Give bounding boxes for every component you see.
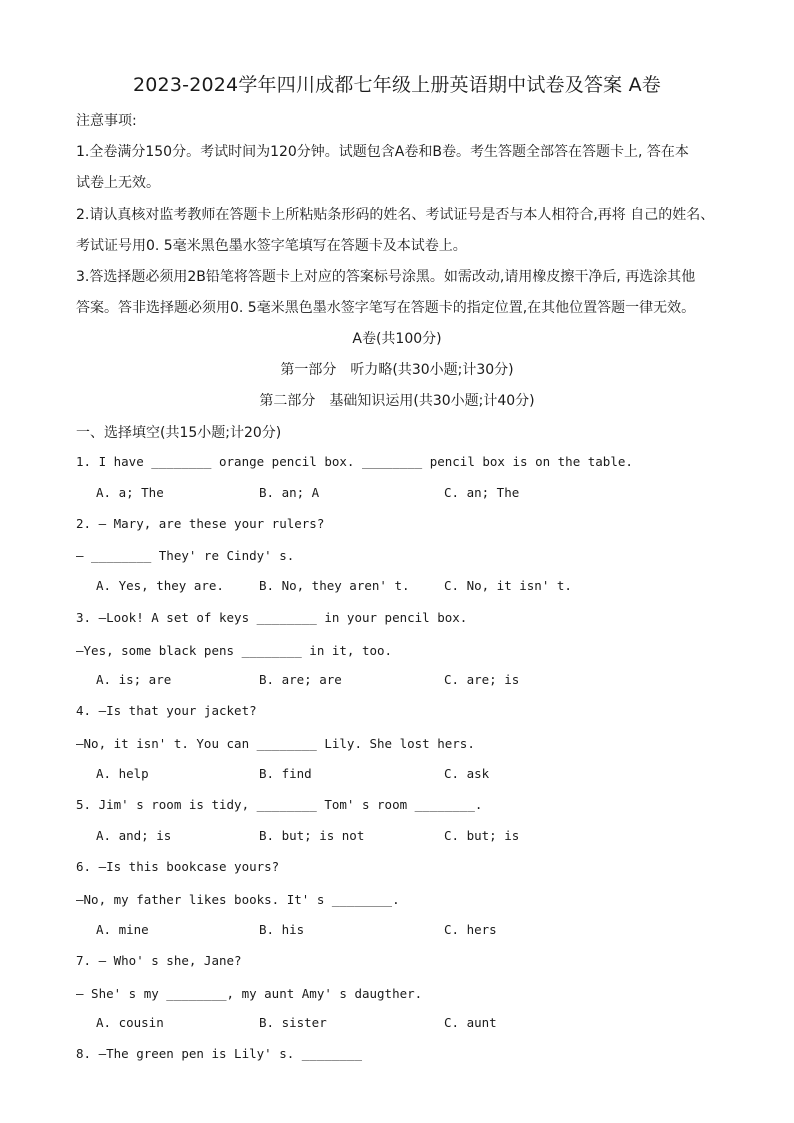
option-b: B. but; is not (259, 828, 365, 843)
option-b: B. his (259, 922, 305, 937)
option-b: B. are; are (259, 672, 342, 687)
question-line: —No, my father likes books. It' s ________. (76, 892, 400, 907)
option-a: A. is; are (96, 672, 172, 687)
note-line: 2.请认真核对监考教师在答题卡上所粘贴条形码的姓名、考试证号是否与本人相符合,再将 自己的姓名、 (76, 207, 715, 223)
question-line: —Yes, some black pens ________ in it, too. (76, 643, 393, 658)
question-line: 3. —Look! A set of keys ________ in your pencil box. (76, 610, 468, 625)
note-line: 试卷上无效。 (76, 175, 160, 191)
option-a: A. mine (96, 922, 149, 937)
note-line: 3.答选择题必须用2B铅笔将答题卡上对应的答案标号涂黑。如需改动,请用橡皮擦干净后, 再选涂其他 (76, 269, 696, 285)
option-c: C. aunt (444, 1015, 497, 1030)
question-line: — ________ They' re Cindy' s. (76, 548, 295, 563)
section-a-heading: A卷(共100分) (352, 331, 442, 347)
option-b: B. No, they aren' t. (259, 578, 410, 593)
part2-heading: 第二部分 基础知识运用(共30小题;计40分) (259, 393, 535, 409)
notes-heading: 注意事项: (76, 113, 137, 129)
part1-heading: 第一部分 听力略(共30小题;计30分) (280, 362, 514, 378)
option-b: B. find (259, 766, 312, 781)
option-a: A. and; is (96, 828, 172, 843)
option-c: C. an; The (444, 485, 520, 500)
question-line: 5. Jim' s room is tidy, ________ Tom' s room ________. (76, 797, 483, 812)
question-line: 8. —The green pen is Lily' s. ________ (76, 1046, 362, 1061)
question-line: 2. — Mary, are these your rulers? (76, 516, 325, 531)
note-line: 答案。答非选择题必须用0. 5毫米黑色墨水签字笔写在答题卡的指定位置,在其他位置答题一律无效。 (76, 300, 696, 316)
question-line: —No, it isn' t. You can ________ Lily. She lost hers. (76, 736, 475, 751)
option-a: A. help (96, 766, 149, 781)
question-line: 6. —Is this bookcase yours? (76, 859, 280, 874)
option-a: A. cousin (96, 1015, 164, 1030)
page-title: 2023-2024学年四川成都七年级上册英语期中试卷及答案 A卷 (132, 74, 661, 96)
subsection-heading: 一、选择填空(共15小题;计20分) (76, 425, 282, 441)
question-line: 7. — Who' s she, Jane? (76, 953, 242, 968)
note-line: 1.全卷满分150分。考试时间为120分钟。试题包含A卷和B卷。考生答题全部答在答题卡上, 答在本 (76, 144, 689, 160)
question-line: 1. I have ________ orange pencil box. ________ pencil box is on the table. (76, 454, 633, 469)
option-c: C. but; is (444, 828, 520, 843)
option-a: A. a; The (96, 485, 164, 500)
option-b: B. sister (259, 1015, 327, 1030)
option-c: C. are; is (444, 672, 520, 687)
option-c: C. No, it isn' t. (444, 578, 572, 593)
option-c: C. ask (444, 766, 490, 781)
option-b: B. an; A (259, 485, 320, 500)
option-c: C. hers (444, 922, 497, 937)
question-line: — She' s my ________, my aunt Amy' s daugther. (76, 986, 423, 1001)
option-a: A. Yes, they are. (96, 578, 224, 593)
question-line: 4. —Is that your jacket? (76, 703, 257, 718)
note-line: 考试证号用0. 5毫米黑色墨水签字笔填写在答题卡及本试卷上。 (76, 238, 467, 254)
